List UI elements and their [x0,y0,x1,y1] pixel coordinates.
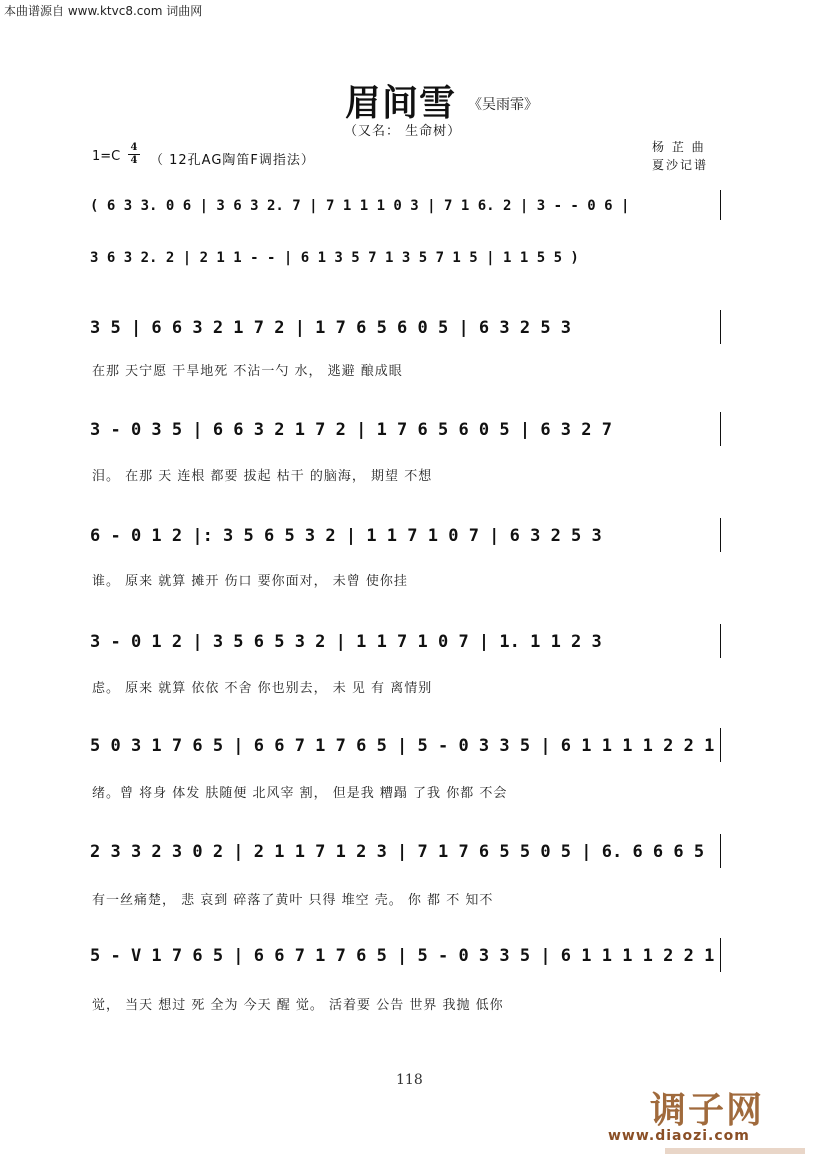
lyric-line-7: 绪。曾 将身 体发 肤随便 北风宰 割， 但是我 糟蹋 了我 你都 不会 [92,786,508,801]
song-subtitle: 《吴雨霏》 [468,97,538,113]
instrument-note: （ 12孔AG陶笛F调指法） [150,153,315,168]
barline [720,834,721,868]
barline [720,518,721,552]
lyric-line-4: 泪。 在那 天 连根 都要 拔起 枯干 的脑海， 期望 不想 [92,469,433,484]
barline [720,624,721,658]
composer-credit: 杨 芷 曲 [652,140,706,154]
lyric-line-6: 虑。 原来 就算 依依 不舍 你也别去， 未 见 有 离情别 [92,681,433,696]
staff-line-2: 3 6 3 2. 2 | 2 1 1 - - | 6 1 3 5 7 1 3 5 7 1 5 | 1 1 5 5 ) [90,250,579,266]
source-note: 本曲谱源自 www.ktvc8.com 词曲网 [4,4,203,18]
page-number: 118 [396,1072,423,1088]
lyric-line-8: 有一丝痛楚， 悲 哀到 碎落了黄叶 只得 堆空 壳。 你 都 不 知不 [92,893,494,908]
time-signature-bottom: 4 [130,155,138,166]
barline [720,412,721,446]
key-signature: 1=C [92,149,121,164]
song-title: 眉间雪 [345,82,457,124]
staff-line-5: 6 - 0 1 2 |: 3 5 6 5 3 2 | 1 1 7 1 0 7 | 6 3 2 5 3 [90,526,602,546]
staff-line-7: 5 0 3 1 7 6 5 | 6 6 7 1 7 6 5 | 5 - 0 3 3 5 | 6 1 1 1 1 2 2 1 [90,736,715,756]
lyric-line-5: 谁。 原来 就算 摊开 伤口 要你面对， 未曾 使你挂 [92,574,408,589]
staff-line-4: 3 - 0 3 5 | 6 6 3 2 1 7 2 | 1 7 6 5 6 0 5 | 6 3 2 7 [90,420,612,440]
site-logo-url: www.diaozi.com [608,1128,750,1144]
staff-line-8: 2 3 3 2 3 0 2 | 2 1 1 7 1 2 3 | 7 1 7 6 5 5 0 5 | 6. 6 6 6 5 [90,842,705,862]
barline [720,728,721,762]
watermark-strip [665,1148,805,1154]
lyric-line-9: 觉， 当天 想过 死 全为 今天 醒 觉。 活着要 公告 世界 我抛 低你 [92,998,504,1013]
lyric-line-3: 在那 天宁愿 干旱地死 不沾一勺 水， 逃避 酿成眼 [92,364,403,379]
site-logo: 调子网 [650,1090,765,1131]
barline [720,310,721,344]
barline [720,190,721,220]
barline [720,938,721,972]
time-signature [128,143,140,166]
staff-line-6: 3 - 0 1 2 | 3 5 6 5 3 2 | 1 1 7 1 0 7 | 1. 1 1 2 3 [90,632,602,652]
staff-line-9: 5 - V 1 7 6 5 | 6 6 7 1 7 6 5 | 5 - 0 3 3 5 | 6 1 1 1 1 2 2 1 [90,946,715,966]
time-signature-top: 4 [130,142,138,153]
alternate-name: （又名： 生命树） [344,124,462,139]
transcriber-credit: 夏沙记谱 [652,158,709,172]
staff-line-3: 3 5 | 6 6 3 2 1 7 2 | 1 7 6 5 6 0 5 | 6 3 2 5 3 [90,318,572,338]
staff-line-1: ( 6 3 3. 0 6 | 3 6 3 2. 7 | 7 1 1 1 0 3 | 7 1 6. 2 | 3 - - 0 6 | [90,198,630,214]
